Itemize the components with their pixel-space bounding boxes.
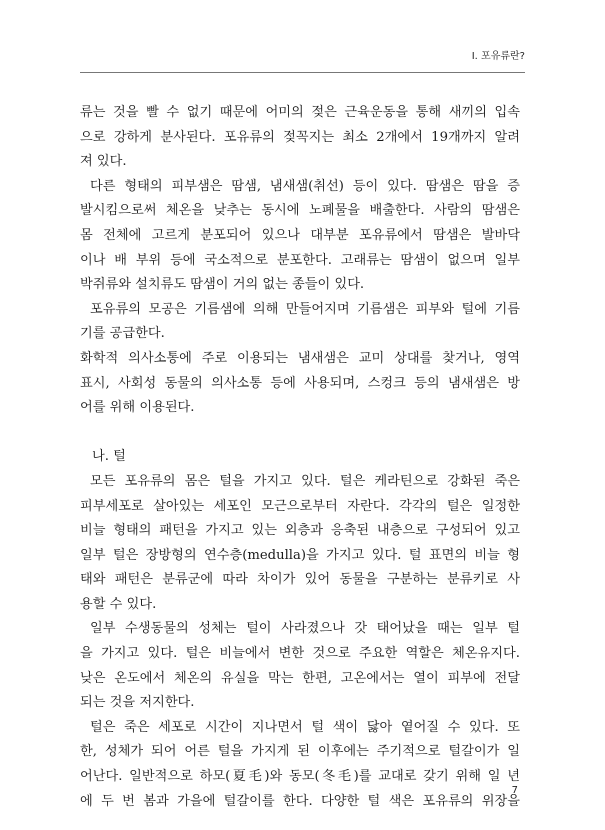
- paragraph-3: [80, 298, 520, 347]
- paragraph-5: [80, 470, 520, 618]
- text-line: 피부세포로 살아있는 세포인 모근으로부터 자란다. 각각의 털은 일정한: [80, 498, 520, 514]
- text-line: 일부 수생동물의 성체는 털이 사라졌으나 갓 태어났을 때는 일부 털: [90, 621, 520, 637]
- paragraph-2: [80, 175, 520, 298]
- text-line: 용할 수 있다.: [80, 596, 157, 612]
- text-line: 져 있다.: [80, 154, 127, 170]
- page-number: 7: [511, 785, 518, 796]
- spacer: [80, 421, 520, 446]
- text-line: 화학적 의사소통에 주로 이용되는 냄새샘은 교미 상대를 찾거나, 영역: [80, 350, 520, 366]
- paragraph-6: [80, 617, 520, 715]
- text-line: 태와 패턴은 분류군에 따라 차이가 있어 동물을 구분하는 분류키로 사: [80, 572, 520, 588]
- paragraph-1: [80, 101, 520, 175]
- section-heading: 나. 털: [92, 449, 126, 465]
- text-line: 일부 털은 장방형의 연수층(medulla)을 가지고 있다. 털 표면의 비늘 형: [80, 547, 520, 563]
- text-line: 털은 죽은 세포로 시간이 지나면서 털 색이 닳아 옅어질 수 있다. 또: [90, 719, 520, 735]
- text-line: 에 두 번 봄과 가을에 털갈이를 한다. 다양한 털 색은 포유류의 위장을: [80, 793, 520, 809]
- text-line: 이나 배 부위 등에 국소적으로 분포한다. 고래류는 땀샘이 없으며 일부: [80, 252, 520, 268]
- text-line: 포유류의 모공은 기름샘에 의해 만들어지며 기름샘은 피부와 털에 기름: [90, 301, 520, 317]
- text-line: 한, 성체가 되어 어른 털을 가지게 된 이후에는 주기적으로 털갈이가 일: [80, 744, 520, 760]
- text-line: 몸 전체에 고르게 분포되어 있으나 대부분 포유류에서 땀샘은 발바닥: [80, 227, 520, 243]
- text-line: 낮은 온도에서 체온의 유실을 막는 한편, 고온에서는 열이 피부에 전달: [80, 670, 520, 686]
- text-line: 모든 포유류의 몸은 털을 가지고 있다. 털은 케라틴으로 강화된 죽은: [90, 473, 520, 489]
- text-line: 박쥐류와 설치류도 땀샘이 거의 없는 종들이 있다.: [80, 277, 365, 293]
- text-line: 되는 것을 저지한다.: [80, 695, 195, 711]
- text-line: 류는 것을 빨 수 없기 때문에 어미의 젖은 근육운동을 통해 새끼의 입속: [80, 105, 520, 120]
- paragraph-7: [80, 716, 520, 814]
- paragraph-4: [80, 347, 520, 421]
- text-line: 발시킴으로써 체온을 낮추는 동시에 노폐물을 배출한다. 사람의 땀샘은: [80, 203, 520, 219]
- text-line: 표시, 사회성 동물의 의사소통 등에 사용되며, 스컹크 등의 냄새샘은 방: [80, 375, 520, 391]
- text-line: 을 가지고 있다. 털은 비늘에서 변한 것으로 주요한 역할은 체온유지다.: [80, 646, 520, 662]
- text-line: 기를 공급한다.: [80, 326, 165, 342]
- text-line: 비늘 형태의 패턴을 가지고 있는 외층과 응축된 내층으로 구성되어 있고: [80, 523, 520, 539]
- running-header: I. 포유류란?: [471, 51, 525, 62]
- header-rule: [80, 72, 525, 73]
- text-line: 어를 위해 이용된다.: [80, 400, 195, 416]
- text-line: 다른 형태의 피부샘은 땀샘, 냄새샘(취선) 등이 있다. 땀샘은 땀을 증: [90, 178, 520, 194]
- body-text: [80, 101, 520, 814]
- text-line: 으로 강하게 분사된다. 포유류의 젖꼭지는 최소 2개에서 19개까지 알려: [80, 129, 520, 145]
- text-line: 어난다. 일반적으로 하모(夏毛)와 동모(冬毛)를 교대로 갖기 위해 일 년: [80, 769, 520, 785]
